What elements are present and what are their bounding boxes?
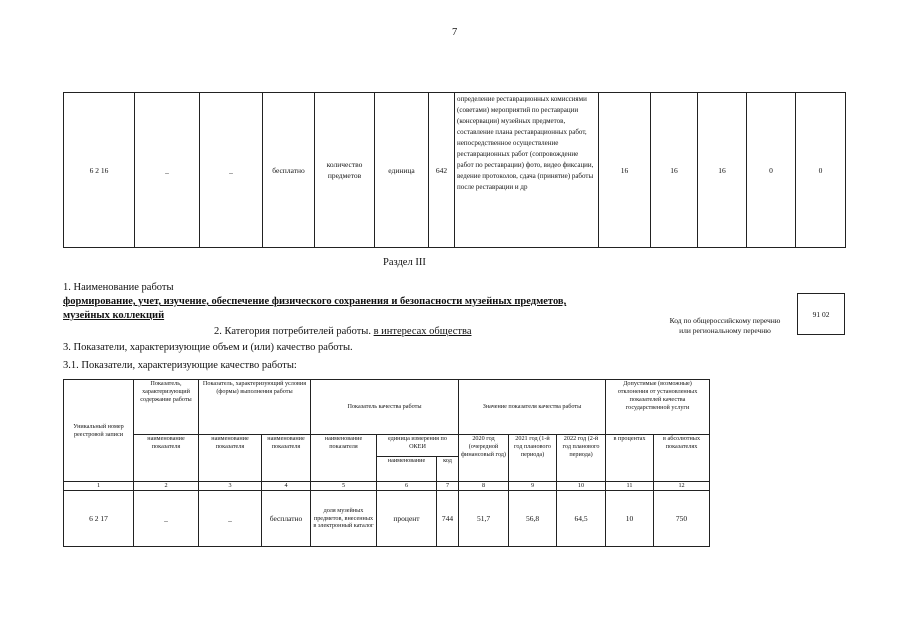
- header-quality: Показатель качества работы: [311, 380, 459, 435]
- okved-code: 91 02: [812, 309, 830, 319]
- header-values: Значение показателя качества работы: [459, 380, 606, 435]
- cell: 56,8: [509, 491, 557, 547]
- quality-table: [63, 379, 710, 547]
- section-title: Раздел III: [383, 257, 426, 268]
- cell: единица: [375, 93, 429, 248]
- work-description: определение реставрационных комиссиями (советами) мероприятий по реставрации (консервации) музейных предметов, составление плана реставрационных работ, непосредственное осуществление реставрационных работ (сопровождение работ по реставрации) фото, видео фиксации, ведение протоколов, сдача (принятие) работы после реставрации и др: [455, 93, 599, 248]
- cell: _: [199, 491, 262, 547]
- header-row: [64, 380, 710, 435]
- cell: 744: [437, 491, 459, 547]
- item2-label: 2. Категория потребителей работы.: [214, 326, 371, 337]
- cell: 0: [796, 93, 846, 248]
- header-unique: Уникальный номер реестровой записи: [64, 380, 134, 482]
- header-sub: наименование показателя: [134, 435, 199, 482]
- item3: 3. Показатели, характеризующие объем и (или) качество работы.: [63, 342, 353, 353]
- cell: количество предметов: [315, 93, 375, 248]
- cell: 64,5: [557, 491, 606, 547]
- cell: 642: [429, 93, 455, 248]
- okved-code-box: [797, 293, 845, 335]
- cell: доля музейных предметов, внесенных в электронный каталог: [311, 491, 377, 547]
- col-num: 5: [311, 482, 377, 491]
- header-unit-code: код: [437, 457, 459, 482]
- header-row: [64, 435, 710, 457]
- cell: процент: [377, 491, 437, 547]
- numbering-row: [64, 482, 710, 491]
- header-conditions: Показатель, характеризующий условия (формы) выполнения работы: [199, 380, 311, 435]
- header-2020: 2020 год (очередной финансовый год): [459, 435, 509, 482]
- cell: 16: [651, 93, 698, 248]
- header-2021: 2021 год (1-й год планового периода): [509, 435, 557, 482]
- top-table: [63, 92, 846, 248]
- col-num: 8: [459, 482, 509, 491]
- header-unit-name: наименование: [377, 457, 437, 482]
- page-number: 7: [452, 27, 458, 38]
- col-num: 11: [606, 482, 654, 491]
- okved-label: [655, 316, 795, 336]
- cell: _: [134, 491, 199, 547]
- header-sub: наименование показателя: [199, 435, 262, 482]
- okved-label-line2: или региональному перечню: [679, 326, 771, 335]
- row-code: 6 2 17: [64, 491, 134, 547]
- header-unit: единица измерения по ОКЕИ: [377, 435, 459, 457]
- item1-value-line2: музейных коллекций: [63, 310, 165, 321]
- row-code: 6 2 16: [64, 93, 135, 248]
- item1-value-line1: формирование, учет, изучение, обеспечение физического сохранения и безопасности музейных предметов,: [63, 296, 567, 307]
- col-num: 6: [377, 482, 437, 491]
- col-num: 10: [557, 482, 606, 491]
- col-num: 1: [64, 482, 134, 491]
- cell: бесплатно: [262, 491, 311, 547]
- header-sub: наименование показателя: [262, 435, 311, 482]
- col-num: 2: [134, 482, 199, 491]
- header-2022: 2022 год (2-й год планового периода): [557, 435, 606, 482]
- item1-label: 1. Наименование работы: [63, 282, 174, 293]
- table-row: [64, 491, 710, 547]
- col-num: 3: [199, 482, 262, 491]
- col-num: 12: [654, 482, 710, 491]
- item2: [214, 325, 472, 338]
- header-sub: наименование показателя: [311, 435, 377, 482]
- cell: 51,7: [459, 491, 509, 547]
- table-row: [64, 93, 846, 248]
- okved-label-line1: Код по общероссийскому перечню: [669, 316, 781, 325]
- cell: _: [135, 93, 200, 248]
- item2-value: в интересах общества: [373, 326, 472, 337]
- cell: _: [200, 93, 263, 248]
- cell: бесплатно: [263, 93, 315, 248]
- header-abs: в абсолютных показателях: [654, 435, 710, 482]
- header-deviation: Допустимые (возможные) отклонения от установленных показателей качества государственной услуги: [606, 380, 710, 435]
- item31: 3.1. Показатели, характеризующие качество работы:: [63, 360, 297, 371]
- cell: 750: [654, 491, 710, 547]
- col-num: 4: [262, 482, 311, 491]
- col-num: 9: [509, 482, 557, 491]
- cell: 0: [747, 93, 796, 248]
- cell: 10: [606, 491, 654, 547]
- header-pct: в процентах: [606, 435, 654, 482]
- cell: 16: [698, 93, 747, 248]
- col-num: 7: [437, 482, 459, 491]
- cell: 16: [599, 93, 651, 248]
- header-content: Показатель, характеризующий содержание работы: [134, 380, 199, 435]
